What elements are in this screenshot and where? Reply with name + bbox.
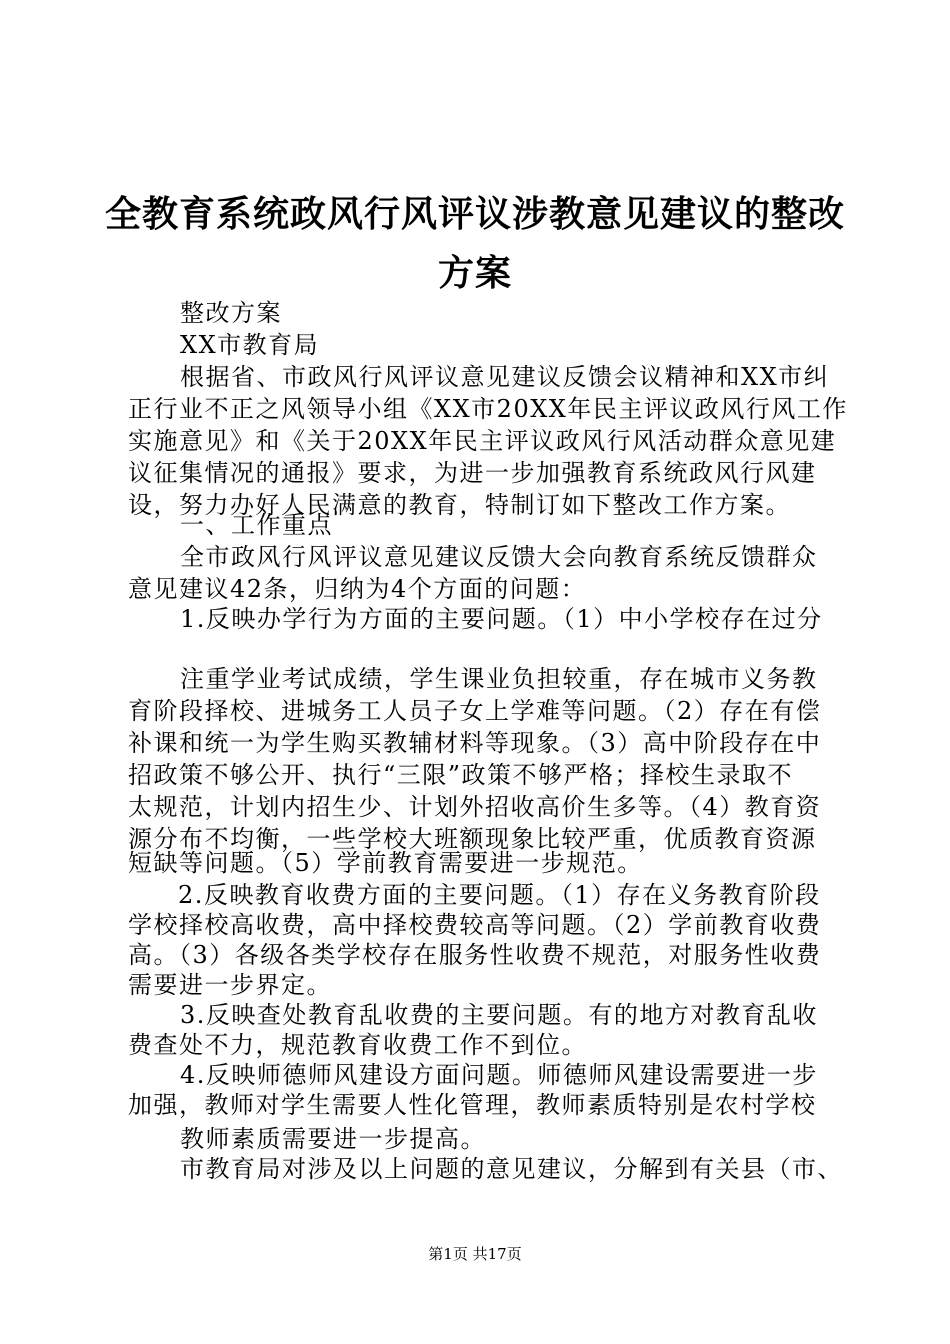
text-line: 招政策不够公开、执行“三限”政策不够严格；择校生录取不 [128, 761, 794, 789]
text-line: 全市政风行风评议意见建议反馈大会向教育系统反馈群众 [180, 543, 818, 571]
text-line: 短缺等问题。（5）学前教育需要进一步规范。 [128, 849, 643, 877]
text-line: 根据省、市政风行风评议意见建议反馈会议精神和XX市纠 [180, 363, 830, 391]
text-line: 意见建议42条，归纳为4个方面的问题： [128, 575, 587, 603]
text-line: 议征集情况的通报》要求，为进一步加强教育系统政风行风建 [128, 459, 817, 487]
text-line: 需要进一步界定。 [128, 971, 332, 999]
text-line: 费查处不力，规范教育收费工作不到位。 [128, 1031, 587, 1059]
section-heading: 一、工作重点 [180, 511, 333, 539]
text-line: 4.反映师德师风建设方面问题。师德师风建设需要进一步 [180, 1061, 818, 1089]
text-line: XX市教育局 [180, 331, 320, 359]
text-line: 整改方案 [180, 299, 282, 327]
text-line: 太规范，计划内招生少、计划外招收高价生多等。（4）教育资 [128, 793, 822, 821]
text-line: 2.反映教育收费方面的主要问题。（1）存在义务教育阶段 [178, 881, 821, 909]
text-line: 源分布不均衡，一些学校大班额现象比较严重，优质教育资源 [128, 825, 817, 853]
document-title-line-1: 全教育系统政风行风评议涉教意见建议的整改 [104, 194, 845, 235]
text-line: 设，努力办好人民满意的教育，特制订如下整改工作方案。 [128, 491, 791, 519]
text-line: 补课和统一为学生购买教辅材料等现象。（3）高中阶段存在中 [128, 729, 822, 757]
text-line: 正行业不正之风领导小组《XX市20XX年民主评议政风行风工作 [128, 395, 848, 423]
text-line: 高。（3）各级各类学校存在服务性收费不规范，对服务性收费 [128, 941, 822, 969]
document-title-line-2: 方案 [437, 253, 512, 294]
text-line: 实施意见》和《关于20XX年民主评议政风行风活动群众意见建 [128, 427, 837, 455]
text-line: 学校择校高收费，高中择校费较高等问题。（2）学前教育收费 [128, 911, 822, 939]
text-line: 1.反映办学行为方面的主要问题。（1）中小学校存在过分 [180, 605, 823, 633]
page-footer: 第1页 共17页 [428, 1245, 522, 1263]
text-line: 加强，教师对学生需要人性化管理，教师素质特别是农村学校 [128, 1091, 817, 1119]
text-line: 教师素质需要进一步提高。 [180, 1125, 486, 1153]
text-line: 市教育局对涉及以上问题的意见建议，分解到有关县（市、 [180, 1155, 843, 1183]
text-line: 育阶段择校、进城务工人员子女上学难等问题。（2）存在有偿 [128, 697, 822, 725]
text-line: 3.反映查处教育乱收费的主要问题。有的地方对教育乱收 [180, 1001, 818, 1029]
text-line: 注重学业考试成绩，学生课业负担较重，存在城市义务教 [180, 665, 818, 693]
